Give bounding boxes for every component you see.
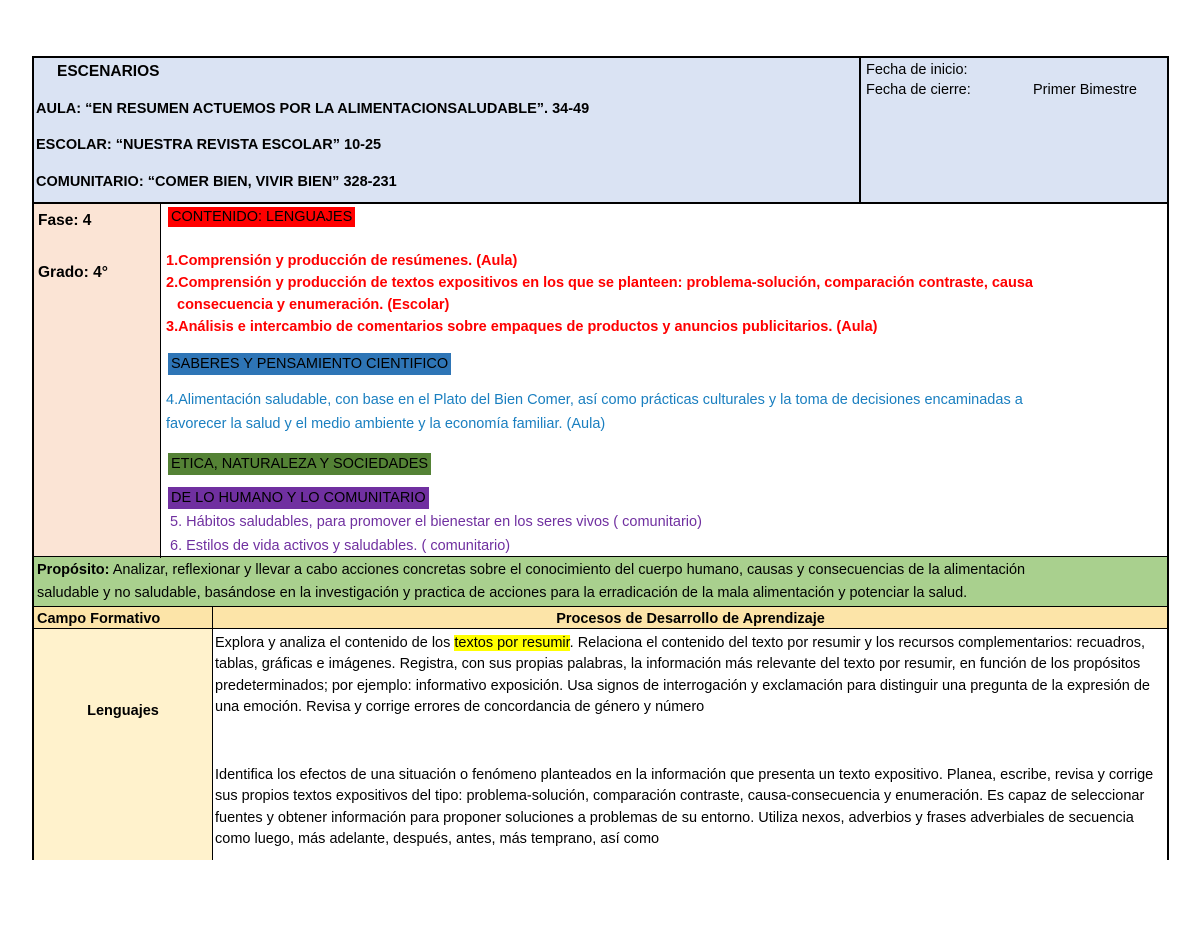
campo-lenguajes: Lenguajes	[87, 703, 159, 719]
proposito-label: Propósito:	[37, 562, 110, 578]
contenido-heading: CONTENIDO: LENGUAJES	[168, 207, 355, 227]
p1-before: Explora y analiza el contenido de los	[215, 635, 455, 651]
saberes-line-2: favorecer la salud y el medio ambiente y la economía familiar. (Aula)	[166, 416, 606, 432]
comunitario-line: COMUNITARIO: “COMER BIEN, VIVIR BIEN” 328-231	[36, 174, 397, 190]
aula-line: AULA: “EN RESUMEN ACTUEMOS POR LA ALIMENTACIONSALUDABLE”. 34-49	[36, 101, 590, 117]
contenido-item-2: 2.Comprensión y producción de textos expositivos en los que se planteen: problema-solución, comparación contraste, causa	[166, 275, 1033, 291]
col-header-procesos: Procesos de Desarrollo de Aprendizaje	[556, 611, 825, 627]
procesos-paragraph-1	[215, 633, 1165, 719]
humano-item-5: 5. Hábitos saludables, para promover el bienestar en los seres vivos ( comunitario)	[170, 514, 702, 530]
border-left	[32, 56, 34, 860]
header-divider-vertical	[859, 56, 861, 204]
campo-cell	[33, 629, 213, 860]
proposito-divider-bottom	[32, 606, 1169, 607]
fecha-cierre-label: Fecha de cierre:	[866, 82, 971, 98]
saberes-heading: SABERES Y PENSAMIENTO CIENTIFICO	[168, 353, 451, 375]
table-header-divider-bottom	[32, 628, 1169, 629]
contenido-item-2-cont: consecuencia y enumeración. (Escolar)	[177, 297, 450, 313]
escenarios-title: ESCENARIOS	[57, 63, 160, 80]
contenido-divider-bottom	[32, 556, 1169, 557]
procesos-paragraph-2: Identifica los efectos de una situación o fenómeno planteados en la información que presenta un texto expositivo. Planea, escribe, revisa y corrige sus propios textos expositivos del tipo: problema-solución, comparación contraste, causa-consecuencia y enumeración. Es capaz de seleccionar fuentes y obtener información para proponer soluciones a problemas de su entorno. Utiliza nexos, adverbios y frases adverbiales de secuencia como luego, más adelante, después, antes, más temprano, así como	[215, 767, 1154, 848]
border-right	[1167, 56, 1169, 860]
fase-grado-cell	[33, 203, 161, 557]
fecha-inicio-label: Fecha de inicio:	[866, 62, 968, 78]
grado-label: Grado: 4°	[38, 264, 108, 281]
proposito-text-1: Analizar, reflexionar y llevar a cabo acciones concretas sobre el conocimiento del cuerpo humano, causas y consecuencias de la alimentación	[109, 562, 1026, 578]
table-col-divider	[212, 607, 213, 860]
humano-heading: DE LO HUMANO Y LO COMUNITARIO	[168, 487, 429, 509]
header-divider-bottom	[32, 202, 1169, 204]
etica-heading: ETICA, NATURALEZA Y SOCIEDADES	[168, 453, 431, 475]
contenido-item-1: 1.Comprensión y producción de resúmenes. (Aula)	[166, 253, 518, 269]
col-header-campo: Campo Formativo	[37, 611, 161, 627]
proposito-line-1	[37, 561, 1025, 579]
bimestre-value: Primer Bimestre	[1033, 82, 1137, 98]
escolar-line: ESCOLAR: “NUESTRA REVISTA ESCOLAR” 10-25	[36, 137, 382, 153]
saberes-line-1: 4.Alimentación saludable, con base en el Plato del Bien Comer, así como prácticas culturales y la toma de decisiones encaminadas a	[166, 392, 1023, 408]
p1-highlight: textos por resumir	[454, 635, 570, 651]
contenido-item-3: 3.Análisis e intercambio de comentarios sobre empaques de productos y anuncios publicitarios. (Aula)	[166, 319, 878, 335]
p1-after: . Relaciona el contenido del texto por resumir y los recursos complementarios: recuadros, tablas, gráficas e imágenes. Registra, con sus propias palabras, la información más relevante del texto por resumir, en función de los propósitos predeterminados; por ejemplo: informativo exposición. Usa signos de interrogación y exclamación para distinguir una pregunta de la expresión de una emoción. Revisa y corrige errores de concordancia de género y número	[215, 635, 1150, 716]
humano-item-6: 6. Estilos de vida activos y saludables. ( comunitario)	[170, 538, 511, 554]
border-top	[32, 56, 1169, 58]
fase-divider-vertical	[160, 202, 161, 558]
fase-label: Fase: 4	[38, 212, 92, 229]
proposito-line-2: saludable y no saludable, basándose en la investigación y practica de acciones para la erradicación de la mala alimentación y potenciar la salud.	[37, 585, 968, 601]
